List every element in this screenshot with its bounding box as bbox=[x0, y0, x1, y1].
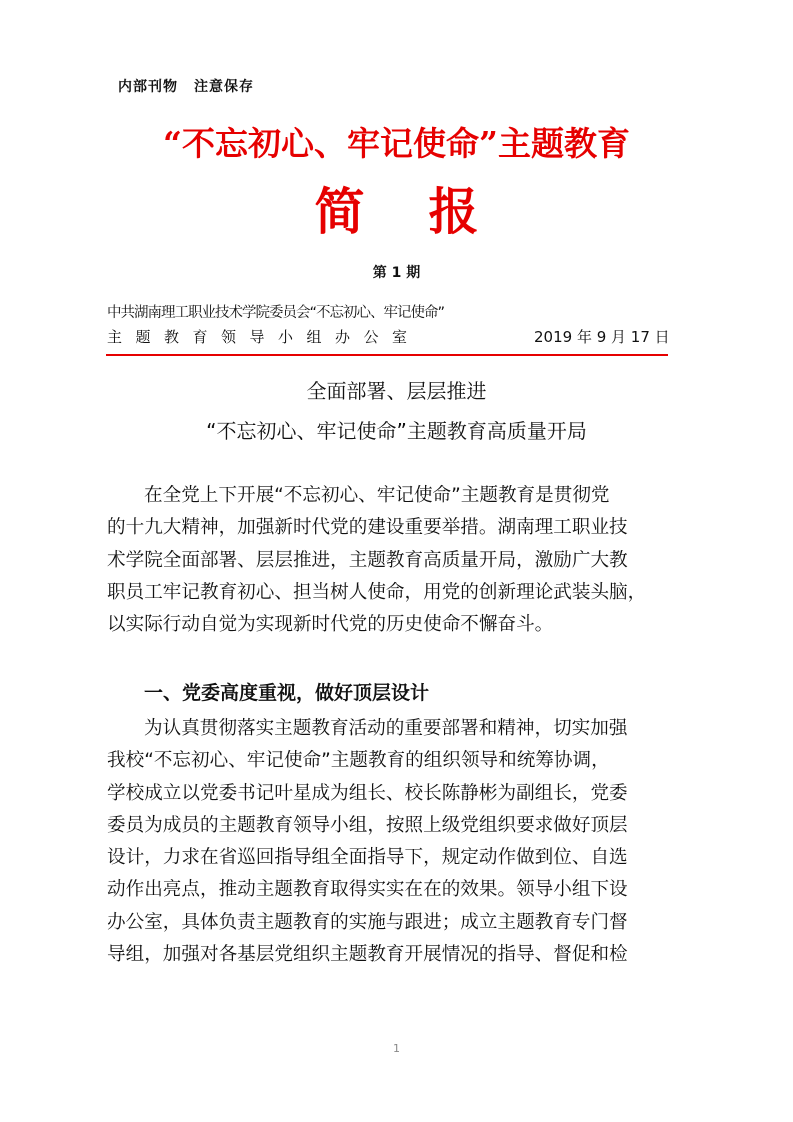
paragraph-line: 办公室，具体负责主题教育的实施与跟进；成立主题教育专门督 bbox=[107, 911, 628, 933]
page-number: 1 bbox=[393, 1042, 400, 1055]
paragraph-line: 术学院全面部署、层层推进，主题教育高质量开局，激励广大教 bbox=[107, 549, 628, 571]
paragraph-section-1 bbox=[107, 713, 628, 971]
header-divider bbox=[106, 354, 668, 356]
issue-number: 第 1 期 bbox=[372, 265, 421, 281]
article-title-line-1: 全面部署、层层推进 bbox=[306, 379, 487, 403]
paragraph-line: 导组，加强对各基层党组织主题教育开展情况的指导、督促和检 bbox=[107, 944, 628, 966]
masthead-bulletin bbox=[0, 172, 793, 244]
masthead-title: “不忘初心、牢记使命”主题教育 bbox=[163, 124, 630, 163]
paragraph-line: 在全党上下开展“不忘初心、牢记使命”主题教育是贯彻党 bbox=[144, 485, 610, 506]
internal-publication-label bbox=[118, 76, 254, 96]
publisher-org-line-1: 中共湖南理工职业技术学院委员会“不忘初心、牢记使命” bbox=[107, 305, 445, 321]
publish-date: 2019 年 9 月 17 日 bbox=[534, 328, 670, 346]
paragraph-line: 的十九大精神，加强新时代党的建设重要举措。湖南理工职业技 bbox=[107, 517, 628, 539]
section-heading-1: 一、党委高度重视，做好顶层设计 bbox=[144, 682, 430, 704]
keep-label: 注意保存 bbox=[194, 79, 254, 95]
paragraph-line: 学校成立以党委书记叶星成为组长、校长陈静彬为副组长，党委 bbox=[107, 782, 628, 804]
article-title-line-2: “不忘初心、牢记使命”主题教育高质量开局 bbox=[206, 419, 587, 443]
paragraph-line: 动作出亮点，推动主题教育取得实实在在的效果。领导小组下设 bbox=[107, 879, 628, 901]
paragraph-line: 设计，力求在省巡回指导组全面指导下，规定动作做到位、自选 bbox=[107, 847, 628, 869]
paragraph-line: 我校“不忘初心、牢记使命”主题教育的组织领导和统筹协调， bbox=[107, 750, 610, 772]
masthead-char-1: 简 bbox=[314, 182, 365, 241]
paragraph-line: 委员为成员的主题教育领导小组，按照上级党组织要求做好顶层 bbox=[107, 814, 628, 836]
paragraph-line: 为认真贯彻落实主题教育活动的重要部署和精神，切实加强 bbox=[144, 718, 628, 739]
paragraph-line: 以实际行动自觉为实现新时代党的历史使命不懈奋斗。 bbox=[107, 614, 554, 636]
paragraph-intro bbox=[107, 480, 646, 641]
paragraph-line: 职员工牢记教育初心、担当树人使命，用党的创新理论武装头脑， bbox=[107, 581, 647, 603]
internal-label: 内部刊物 bbox=[118, 79, 178, 95]
masthead-char-2: 报 bbox=[428, 182, 479, 241]
publisher-org-line-2: 主题教育领导小组办公室 bbox=[107, 328, 421, 346]
